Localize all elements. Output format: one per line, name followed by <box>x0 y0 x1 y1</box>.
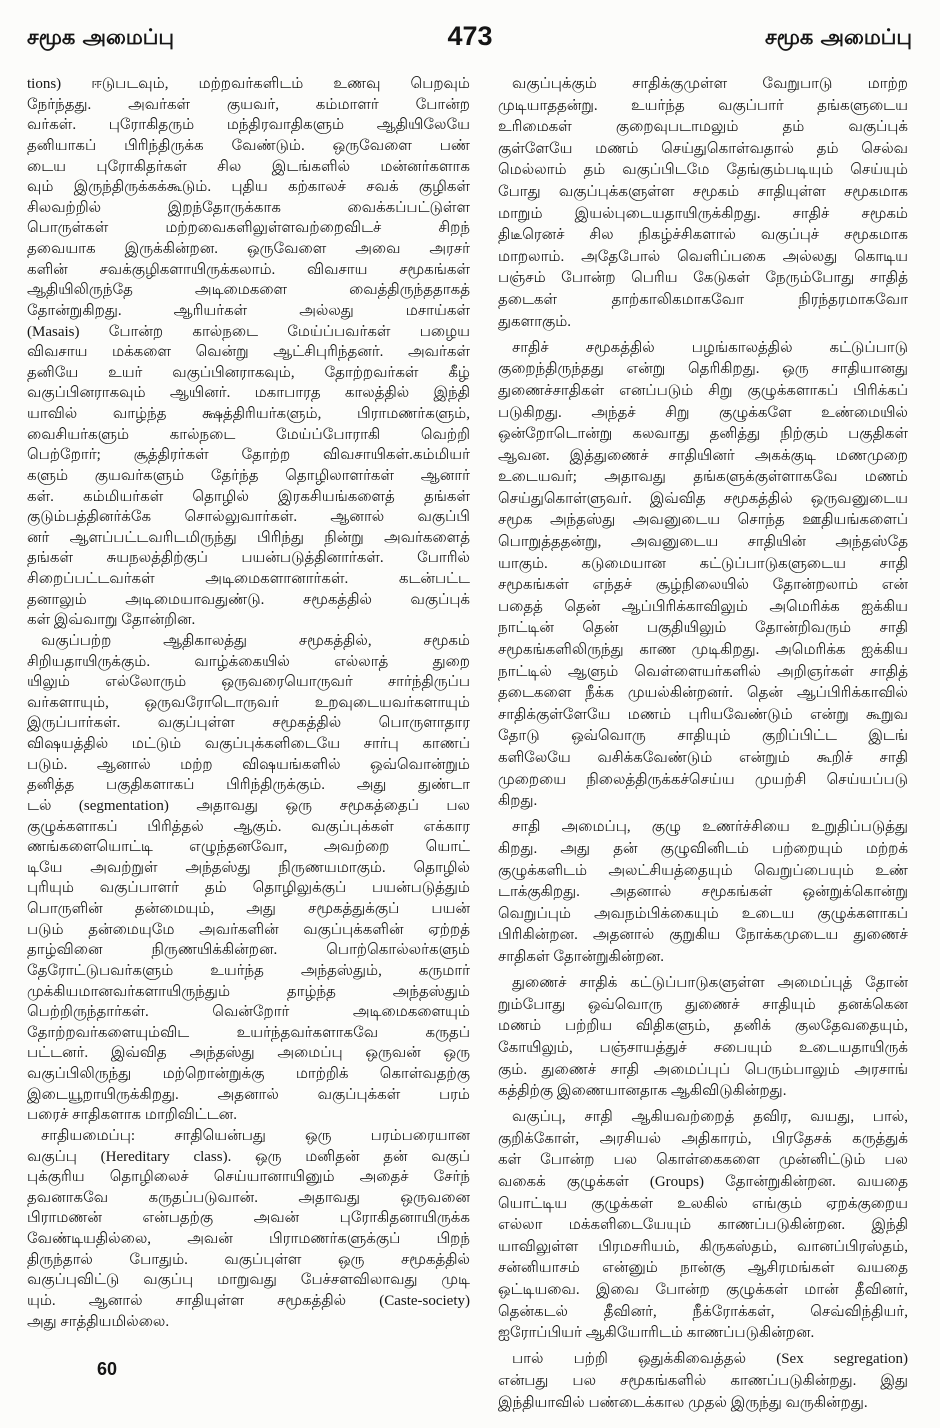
text-line: ணங்களையொட்டி எழுந்தனவோ, அவற்றை யொட் <box>27 839 470 856</box>
text-line: தடைகள் தாற்காலிகமாகவோ நிரந்தரமாகவோ <box>498 291 908 308</box>
text-line: போது வகுப்புக்களுள்ள சமூகம் சாதியுள்ள சமூகமாக <box>498 183 908 200</box>
text-line: தோற்றவர்களையும்விட உயர்ந்தவர்களாகவே கருதப் <box>27 1024 470 1041</box>
text-line: விவசாய மக்களை வென்று ஆட்சிபுரிந்தனர். அவர்கள் <box>27 344 470 361</box>
text-line: சிலவற்றில் இறந்தோருக்காக வைக்கப்பட்டுள்ள <box>27 199 470 216</box>
text-line: பெற்றோர்; சூத்திரர்கள் தோற்ற விவசாயிகள்.கம்மியர் <box>27 447 470 464</box>
text-line: தங்கள் சுயநலத்திற்குப் பயன்படுத்தினார்கள். போரில் <box>27 550 470 567</box>
text-line: உடையவர்; அதாவது தங்களுக்குள்ளாகவே மணம் <box>498 469 908 486</box>
text-line: அது சாத்தியமில்லை. <box>27 1313 170 1330</box>
text-line: tions) ஈடுபடவும், மற்றவர்களிடம் உணவு பெறவும் <box>27 76 470 92</box>
right-text-column <box>498 74 908 1414</box>
text-line: தனித்த பகுதிகளாகப் பிரிந்திருக்கும். அது துண்டா <box>27 777 470 794</box>
text-line: கள் இவ்வாறு தோன்றின. <box>27 612 196 629</box>
text-line: யாகும். கடுமையான கட்டுப்பாடுகளுடைய சாதி <box>498 555 908 572</box>
text-line: தனியாகப் பிரிந்திருக்க வேண்டும். ஒருவேளை பண் <box>27 137 470 154</box>
text-line: பிரிகின்றன. அதனால் குறுகிய நோக்கமுடைய துணைச் <box>498 927 908 944</box>
text-line: குடும்பத்தினர்க்கே சொல்லுவார்கள். ஆனால் வகுப்பி <box>27 509 470 526</box>
text-line: மெல்லாம் தம் வகுப்பிடமே தேங்கும்படியும் செய்யும் <box>498 162 908 179</box>
text-line: பால் பற்றி ஒதுக்கிவைத்தல் (Sex segregation) <box>512 1351 908 1368</box>
text-line: ஒன்றோடொன்று கலவாது தனித்து நிற்கும் பகுதிகள் <box>498 426 908 443</box>
text-line: கத்திற்கு இணையானதாக ஆகிவிடுகின்றது. <box>498 1083 787 1100</box>
text-line: பொறுத்ததன்று, அவனுடைய சாதியின் அந்தஸ்தே <box>498 534 908 551</box>
text-line: தவனாகவே கருதப்படுவான். அதாவது ஒருவனை <box>27 1189 470 1206</box>
text-line: யிலும் எல்லோரும் ஒருவரையொருவர் சார்ந்திருப்ப <box>27 674 470 691</box>
text-line: முறையை நிலைத்திருக்கச்செய்ய முயற்சி செய்யப்படு <box>498 771 908 788</box>
text-line: முக்கியமானவர்களாயிருந்தும் தாழ்ந்த அந்தஸ்தும் <box>27 983 470 1000</box>
text-line: பொருள்கள் மற்றவைகளிலுள்ளவற்றைவிடச் சிறந் <box>27 220 470 237</box>
text-line: சாதியமைப்பு: சாதியென்பது ஒரு பரம்பரையான <box>41 1127 470 1144</box>
text-line: குள்ளேயே மணம் செய்துகொள்வதால் தம் செல்வ <box>498 140 908 157</box>
text-line: முடியாததன்று. உயர்ந்த வகுப்பார் தங்களுடைய <box>498 97 908 114</box>
paragraph <box>27 631 470 1126</box>
text-line: யாவில் வாழ்ந்த க்ஷத்திரியர்களும், பிராமணர்களும், <box>27 406 470 422</box>
text-line: சாதிச் சமூகத்தில் பழங்காலத்தில் கட்டுப்பாடு <box>512 339 908 356</box>
text-line: சாதிகள் தோன்றுகின்றன. <box>498 948 664 965</box>
text-line: பஞ்சம் போன்ற பெரிய கேடுகள் நேரும்போது சாதித் <box>498 270 908 287</box>
text-line: புக்குரிய தொழிலைச் செய்யானாயினும் அதைச் சேர்ந் <box>27 1169 470 1186</box>
text-line: கோயிலும், பஞ்சாயத்துச் சபையும் உடையதாயிருக் <box>498 1039 908 1056</box>
text-line: யும். ஆனால் சாதியுள்ள சமூகத்தில் (Caste-society) <box>27 1292 470 1309</box>
text-line: டல் (segmentation) அதாவது ஒரு சமூகத்தைப் பல <box>27 797 470 814</box>
text-line: நேர்ந்தது. அவர்கள் குயவர், கம்மாளர் போன்ற <box>27 96 470 113</box>
text-line: களும் குயவர்களும் தேர்ந்த தொழிலாளர்கள் ஆனார் <box>27 467 470 484</box>
text-line: யொட்டிய குழுக்கள் உலகில் எங்கும் ஏறக்குறைய <box>498 1195 908 1212</box>
text-line: கள். கம்மியர்கள் தொழில் இரகசியங்களைத் தங்கள் <box>27 488 470 505</box>
running-title-right: சமூக அமைப்பு <box>765 25 912 49</box>
text-line: பிராமணன் என்பதற்கு அவன் புரோகிதனாயிருக்க <box>27 1210 470 1227</box>
text-line: வும் இருந்திருக்கக்கூடும். புதிய கற்காலச் சவக் குழிகள் <box>27 179 470 196</box>
paragraph <box>27 1126 470 1332</box>
text-line: துணைச் சாதிக் கட்டுப்பாடுகளுள்ள அமைப்புத் தோன் <box>512 975 908 992</box>
text-line: ஆதியிலிருந்தே அடிமைகளை வைத்திருந்ததாகத் <box>27 282 470 299</box>
text-line: களிலேயே வசிக்கவேண்டும் என்றும் கூறிச் சாதி <box>498 750 908 766</box>
text-line: டியே அவற்றுள் அந்தஸ்து நிருணயமாகும். தொழில் <box>27 859 470 876</box>
text-line: தென்கடல் தீவினர், நீக்ரோக்கள், செவ்விந்தியர், <box>498 1303 908 1320</box>
text-line: களின் சவக்குழிகளாயிருக்கலாம். விவசாய சமூகங்கள் <box>27 261 470 278</box>
text-line: டைய புரோகிதர்கள் சில இடங்களில் மன்னர்களாக <box>27 158 470 175</box>
text-line: கள் போன்ற பல கொள்கைகளை முன்னிட்டும் பல <box>498 1152 908 1169</box>
text-line: நாட்டில் ஆளும் வெள்ளையர்களில் அறிஞர்கள் சாதித் <box>498 663 908 680</box>
text-line: பொருளின் தன்மையும், அது சமூகத்துக்குப் பயன் <box>27 901 470 917</box>
left-text-column <box>27 74 470 1332</box>
text-line: செய்துகொள்ளுவர். இவ்வித சமூகத்தில் ஒருவனுடைய <box>498 490 908 507</box>
text-line: வகைக் குழுக்கள் (Groups) தோன்றுகின்றன. வயதை <box>498 1174 908 1191</box>
text-line: தேரோட்டுபவர்களும் உயர்ந்த அந்தஸ்தும், கருமார் <box>27 962 470 979</box>
text-line: மாறலாம். அதேபோல் வெளிப்பகை அல்லது கொடிய <box>498 248 908 265</box>
text-line: ஒட்டியவை. இவை போன்ற குழுக்கள் மான் தீவினர், <box>498 1282 908 1299</box>
text-line: இடையூறாயிருக்கிறது. அதனால் வகுப்புக்கள் பரம் <box>27 1086 470 1103</box>
text-line: வைசியர்களும் கால்நடை மேய்ப்போராகி வெற்றி <box>27 426 470 443</box>
text-line: கிறது. அது தன் குழுவினிடம் பற்றையும் மற்றக் <box>498 840 908 857</box>
text-line: தனியே உயர் வகுப்பினராகவும், தோற்றவர்கள் கீழ் <box>27 364 470 381</box>
text-line: யாவிலுள்ள பிரமசரியம், கிருகஸ்தம், வானப்பிரஸ்தம், <box>498 1238 908 1255</box>
text-line: னர் ஆளப்பட்டவரிடமிருந்து பிரிந்து நின்று அவர்களைத் <box>27 529 470 546</box>
text-line: கிறது. <box>498 793 538 810</box>
text-line: வகுப்பு (Hereditary class). ஒரு மனிதன் தன் வகுப் <box>27 1148 470 1165</box>
text-line: வகுப்பிலிருந்து மற்றொன்றுக்கு மாற்றிக் கொள்வதற்கு <box>27 1066 470 1082</box>
text-line: கும். துணைச் சாதி அமைப்புப் பெரும்பாலும் அரசாங் <box>498 1061 908 1078</box>
text-line: ஆவன. இத்துணைச் சாதியினர் அகக்குடி மணமுறை <box>498 447 908 464</box>
text-line: திருந்தால் போதும். வகுப்புள்ள ஒரு சமூகத்தில் <box>27 1251 470 1268</box>
text-line: குறிக்கோள், அரசியல் அதிகாரம், பிரதேசக் கருத்துக் <box>498 1130 908 1147</box>
text-line: பட்டனர். இவ்வித அந்தஸ்து அமைப்பு ஒருவன் ஒரு <box>27 1045 470 1062</box>
text-line: படும் தன்மையுமே அவர்களின் வகுப்புக்களின் ஏற்றத் <box>27 921 470 938</box>
page-number: 473 <box>447 21 493 51</box>
text-line: வகுப்பு, சாதி ஆகியவற்றைத் தவிர, வயது, பால், <box>512 1109 908 1126</box>
paragraph <box>498 973 908 1103</box>
running-title-left: சமூக அமைப்பு <box>27 25 174 49</box>
text-line: தனாலும் அடிமையாவதுண்டு. சமூகத்தில் வகுப்புக் <box>27 591 470 608</box>
text-line: எல்லா மக்களிடையேயும் காணப்படுகின்றன. இந்தி <box>498 1217 908 1234</box>
text-line: வர்கள். புரோகிதரும் மந்திரவாதிகளும் ஆதியிலேயே <box>27 117 470 134</box>
text-line: வர்களாயும், ஒருவரோடொருவர் உறவுடையவர்களாயும் <box>27 694 470 711</box>
text-line: குழுக்களாகப் பிரித்தல் ஆகும். வகுப்புக்கள் எக்கார <box>27 818 470 835</box>
text-line: சிறியதாயிருக்கும். வாழ்க்கையில் எல்லாத் துறை <box>27 653 470 670</box>
paragraph <box>498 1349 908 1414</box>
signature-mark: 60 <box>97 1359 118 1379</box>
text-line: ஐரோப்பியர் ஆகியோரிடம் காணப்படுகின்றன. <box>498 1325 815 1342</box>
text-line: பெற்றிருந்தார்கள். வென்றோர் அடிமைகளையும் <box>27 1004 470 1021</box>
text-line: புரியும் வகுப்பாளர் தம் தொழிலுக்குப் பயன்படுத்தும் <box>27 880 470 897</box>
paragraph <box>498 817 908 968</box>
text-line: மாறும் இயல்புடையதாயிருக்கிறது. சாதிச் சமூகம் <box>498 205 908 222</box>
text-line: படும். ஆனால் மற்ற விஷயங்களில் ஒவ்வொன்றும் <box>27 756 470 773</box>
text-line: தோன்றுகிறது. ஆரியர்கள் அல்லது மசாய்கள் <box>27 302 470 319</box>
text-line: வெறுப்பும் அவநம்பிக்கையும் உடைய குழுக்களாகப் <box>498 905 908 922</box>
paragraph <box>498 74 908 333</box>
text-line: தோடு ஒவ்வொரு சாதியும் குறிப்பிட்ட இடங் <box>498 728 908 745</box>
text-line: வகுப்பினராகவும் ஆயினர். மகாபாரத காலத்தில் இந்தி <box>27 385 470 402</box>
text-line: திடீரெனச் சில நிகழ்ச்சிகளால் வகுப்புச் சமூகமாக <box>498 227 908 244</box>
text-line: சிறைப்பட்டவர்கள் அடிமைகளானார்கள். கடன்பட்ட <box>27 571 470 587</box>
text-line: படுகிறது. அந்தச் சிறு குழுக்களே உண்மையில் <box>498 404 908 421</box>
text-line: றும்போது ஒவ்வொரு துணைச் சாதியும் தனக்கென <box>498 996 908 1013</box>
text-line: விஷயத்தில் மட்டும் வகுப்புக்களிடையே சார்பு காணப் <box>27 736 470 752</box>
text-line: குறைந்திருந்தது என்று தெரிகிறது. ஒரு சாதியானது <box>498 361 908 378</box>
text-line: சமூக அந்தஸ்து அவனுடைய சொந்த ஊதியங்களைப் <box>498 512 908 529</box>
text-line: இருப்பார்கள். வகுப்புள்ள சமூகத்தில் பொருளாதார <box>27 715 470 732</box>
text-line: துகளாகும். <box>498 313 572 330</box>
text-line: பரைச் சாதிகளாக மாறிவிட்டன. <box>27 1107 237 1124</box>
text-line: உரிமைகள் குறைவுபடாமலும் தம் வகுப்புக் <box>498 119 908 136</box>
text-line: சாதி அமைப்பு, குழு உணர்ச்சியை உறுதிப்படுத்து <box>512 819 908 836</box>
text-line: தாழ்வினை நிருணயிக்கின்றன. பொற்கொல்லர்களும் <box>27 942 470 959</box>
text-line: தடைகளை நீக்க முயல்கின்றனர். தென் ஆப்பிரிக்காவில் <box>498 685 908 702</box>
text-line: தவையாக இருக்கின்றன. ஒருவேளை அவை அரசர் <box>27 241 470 257</box>
paragraph <box>498 338 908 813</box>
text-line: சன்னியாசம் என்னும் நான்கு ஆசிரமங்கள் வயதை <box>498 1260 908 1277</box>
paragraph <box>498 1107 908 1345</box>
text-line: பதைத் தென் ஆப்பிரிக்காவிலும் அமெரிக்க ஐக்கிய <box>498 598 908 615</box>
text-line: வகுப்புக்கும் சாதிக்குமுள்ள வேறுபாடு மாற்ற <box>512 76 908 92</box>
text-line: இந்தியாவில் பண்டைக்கால முதல் இருந்து வருகின்றது. <box>498 1394 868 1411</box>
text-line: சாதிக்குள்ளேயே மணம் புரியவேண்டும் என்று கூறுவ <box>498 706 908 723</box>
text-line: டாக்குகிறது. அதனால் சமூகங்கள் ஒன்றுக்கொன்று <box>498 884 908 901</box>
text-line: சமூகங்களிலிருந்து காண முடிகிறது. அமெரிக்க ஐக்கிய <box>498 642 908 659</box>
paragraph <box>27 74 470 631</box>
text-line: குழுக்களிடம் அலட்சியத்தையும் வெறுப்பையும் உண் <box>498 862 908 879</box>
text-line: நாட்டின் தென் பகுதியிலும் தோன்றிவரும் சாதி <box>498 620 908 637</box>
text-line: வகுப்புவிட்டு வகுப்பு மாறுவது பேச்சளவிலாவது முடி <box>27 1272 470 1289</box>
text-line: மணம் பற்றிய விதிகளும், தனிக் குலதேவதையும், <box>498 1018 908 1035</box>
text-line: வகுப்பற்ற ஆதிகாலத்து சமூகத்தில், சமூகம் <box>41 632 470 649</box>
text-line: சமூகங்கள் எந்தச் சூழ்நிலையில் தோன்றலாம் என் <box>498 577 908 594</box>
text-line: (Masais) போன்ற கால்நடை மேய்ப்பவர்கள் பழைய <box>27 323 470 340</box>
text-line: துணைச்சாதிகள் எனப்படும் சிறு குழுக்களாகப் பிரிக்கப் <box>498 382 908 399</box>
text-line: வேண்டியதில்லை, அவன் பிராமணர்களுக்குப் பிறந் <box>27 1231 470 1247</box>
text-line: என்பது பல சமூகங்களில் காணப்படுகின்றது. இது <box>498 1373 908 1389</box>
